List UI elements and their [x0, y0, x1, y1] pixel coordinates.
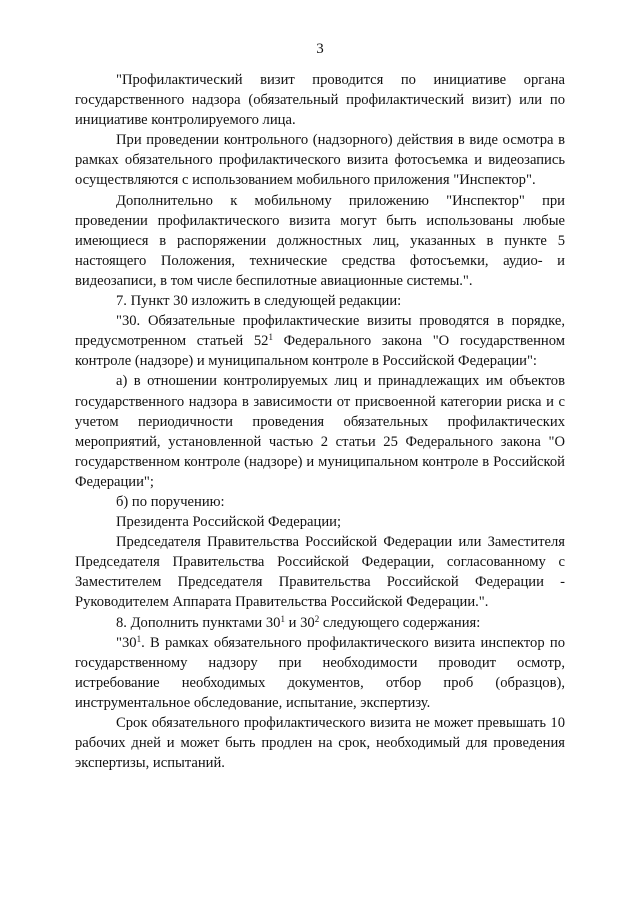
- superscript: 1: [268, 332, 273, 343]
- paragraph-additional-means: Дополнительно к мобильному приложению "Инспектор" при проведении профилактического визита могут быть использованы любые имеющиеся в распоряжении должностных лиц, указанных в пункте 5 настоящего Положения, технические средства фотосъемки, аудио- и видеозаписи, в том числе беспилотные авиационные системы.".: [75, 192, 565, 289]
- paragraph-item-7: 7. Пункт 30 изложить в следующей редакции:: [116, 293, 402, 310]
- paragraph-item-30-text-a: "30. Обязательные профилактические визиты проводятся в порядке, предусмотренном статьей 52: [75, 313, 565, 350]
- paragraph-item-30: [75, 311, 565, 371]
- document-body: [75, 70, 565, 773]
- superscript: 1: [280, 613, 285, 624]
- paragraph-item-8-text-a: 8. Дополнить пунктами 30: [116, 614, 281, 631]
- paragraph-president: Президента Российской Федерации;: [116, 514, 342, 531]
- paragraph-item-8: [75, 613, 565, 633]
- superscript: 2: [314, 613, 320, 624]
- paragraph-item-30-1: [75, 633, 565, 713]
- paragraph-item-8-text-c: следующего содержания:: [319, 614, 481, 631]
- paragraph-item-8-text-b: и 30: [284, 614, 315, 631]
- paragraph-photo-video: При проведении контрольного (надзорного) действия в виде осмотра в рамках обязательного профилактического визита фотосъемка и видеозапись осуществляются с использованием мобильного приложения "Инспектор".: [75, 132, 565, 189]
- page-number: 3: [316, 41, 324, 57]
- paragraph-subitem-a: а) в отношении контролируемых лиц и принадлежащих им объектов государственного надзора в зависимости от присвоенной категории риска и с учетом периодичности проведения обязательных профилактических мероприятий, установленной частью 2 статьи 25 Федерального закона "О государственном контроле (надзоре) и муниципальном контроле в Российской Федерации";: [75, 373, 565, 490]
- superscript: 1: [136, 633, 142, 644]
- paragraph-item-30-text-b: Федерального закона "О государственном контроле (надзоре) и муниципальном контроле в Российской Федерации":: [75, 333, 565, 370]
- paragraph-chairman: Председателя Правительства Российской Федерации или Заместителя Председателя Правительства Российской Федерации, согласованному с Заместителем Председателя Правительства Российской Федерации - Руководителем Аппарата Правительства Российской Федерации.".: [75, 534, 565, 611]
- paragraph-item-30-1-text-b: . В рамках обязательного профилактического визита инспектор по государственному надзору при необходимости проводит осмотр, истребование необходимых документов, отбор проб (образцов), инструментальное обследование, испытание, экспертизу.: [75, 634, 565, 711]
- paragraph-profilactic-visit: "Профилактический визит проводится по инициативе органа государственного надзора (обязательный профилактический визит) или по инициативе контролируемого лица.: [75, 72, 565, 129]
- paragraph-subitem-b: б) по поручению:: [116, 493, 225, 510]
- paragraph-item-30-1-text-a: "30: [116, 634, 137, 651]
- paragraph-visit-term: Срок обязательного профилактического визита не может превышать 10 рабочих дней и может быть продлен на срок, необходимый для проведения экспертизы, испытаний.: [75, 715, 565, 772]
